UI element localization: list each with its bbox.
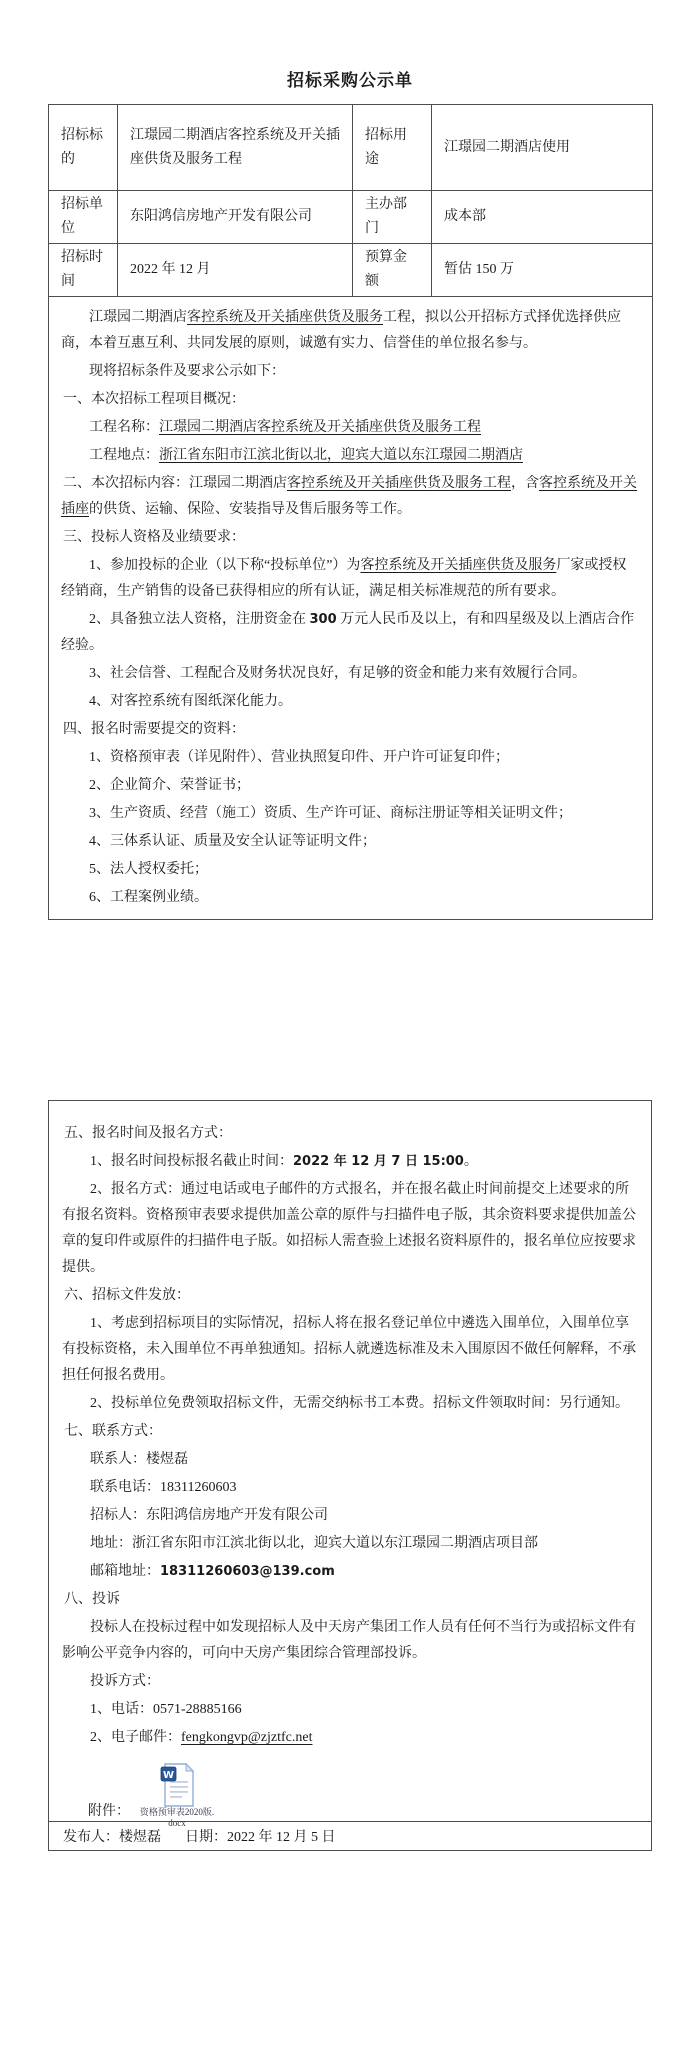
attachment-label: 附件：: [88, 1804, 130, 1819]
text-segment: 2、企业简介、荣誉证书；: [89, 778, 250, 793]
cell-value: 2022 年 12 月: [118, 244, 353, 297]
text-segment: 1、考虑到招标项目的实际情况，招标人将在报名登记单位中遴选入围单位，入围单位享有投标资格，未入围单位不再单独通知。招标人就遴选标准及未入围原因不做任何解释，不承担任何报名费用。: [62, 1316, 636, 1383]
paragraph: [62, 1531, 638, 1557]
text-segment: 4、对客控系统有图纸深化能力。: [89, 694, 292, 709]
text-segment: 投诉方式：: [90, 1674, 160, 1689]
cell-label: 预算金额: [353, 244, 432, 297]
text-segment: 江璟园二期酒店客控系统及开关插座供货及服务工程: [159, 420, 481, 435]
paragraph: [62, 1391, 638, 1417]
text-segment: 浙江省东阳市江滨北街以北，迎宾大道以东江璟园二期酒店: [159, 448, 523, 463]
attached-file[interactable]: [134, 1763, 220, 1829]
attachment-file-name-line2: docx: [168, 1818, 186, 1828]
text-segment: 八、投诉: [64, 1592, 120, 1607]
text-segment: 2、电子邮件：: [90, 1730, 181, 1745]
cell-value: 暂估 150 万: [432, 244, 653, 297]
text-segment: 客控系统及开关插座供货及服务: [187, 310, 383, 325]
text-segment: 江璟园二期酒店: [89, 310, 187, 325]
text-segment: 工程名称：: [89, 420, 159, 435]
text-segment: 四、报名时需要提交的资料：: [63, 722, 245, 737]
paragraph: [61, 745, 640, 771]
paragraph: [62, 1697, 638, 1723]
paragraph: [61, 829, 640, 855]
paragraph: [62, 1447, 638, 1473]
paragraph: [61, 305, 640, 357]
text-segment: 1、参加投标的企业（以下称“投标单位”）为: [89, 558, 361, 573]
paragraph: [61, 443, 640, 469]
text-segment: 六、招标文件发放：: [64, 1288, 190, 1303]
text-segment: 。: [463, 1154, 478, 1169]
publisher: 发布人：楼煜磊: [63, 1830, 161, 1845]
paragraph: [61, 717, 640, 743]
block2-content: [62, 1121, 638, 1751]
text-segment: 现将招标条件及要求公示如下：: [89, 364, 285, 379]
text-segment: 工程地点：: [89, 448, 159, 463]
paragraph: [62, 1419, 638, 1445]
cell-value: 江璟园二期酒店使用: [432, 105, 653, 191]
text-segment: 三、投标人资格及业绩要求：: [63, 530, 245, 545]
cell-label: 招标用途: [353, 105, 432, 191]
text-segment: 万元人民币及以上，有和四星级及以上酒店合作经验。: [61, 612, 635, 653]
paragraph: [61, 359, 640, 385]
table-row: [49, 191, 653, 244]
text-segment: 1、资格预审表（详见附件）、营业执照复印件、开户许可证复印件；: [89, 750, 509, 765]
paragraph: [61, 801, 640, 827]
cell-label: 招标时间: [49, 244, 118, 297]
text-segment: 联系电话：18311260603: [90, 1480, 237, 1495]
table-row: [49, 297, 653, 920]
cell-value: 成本部: [432, 191, 653, 244]
paragraph: [62, 1177, 638, 1281]
text-segment: 4、三体系认证、质量及安全认证等证明文件；: [89, 834, 376, 849]
paragraph: [62, 1475, 638, 1501]
text-segment: 2、具备独立法人资格，注册资金在: [89, 612, 310, 627]
paragraph: [62, 1121, 638, 1147]
paragraph: [62, 1725, 638, 1751]
paragraph: [62, 1149, 638, 1175]
text-segment: 5、法人授权委托；: [89, 862, 208, 877]
svg-text:W: W: [162, 1770, 175, 1781]
text-segment: 客控系统及开关插座供货及服务: [360, 558, 557, 573]
text-segment: 2、投标单位免费领取招标文件，无需交纳标书工本费。招标文件领取时间：另行通知。: [90, 1396, 629, 1411]
attachment-file-name-line1: 资格预审表2020版.: [139, 1807, 215, 1817]
text-segment: 五、报名时间及报名方式：: [64, 1126, 232, 1141]
paragraph: [61, 857, 640, 883]
cell-label: 主办部门: [353, 191, 432, 244]
publish-date: 日期：2022 年 12 月 5 日: [185, 1830, 336, 1845]
text-segment: 联系人：楼煜磊: [90, 1452, 188, 1467]
paragraph: [62, 1669, 638, 1695]
word-doc-icon[interactable]: [160, 1763, 194, 1807]
text-segment: 投标人在投标过程中如发现招标人及中天房产集团工作人员有任何不当行为或招标文件有影响公平竞争内容的，可向中天房产集团综合管理部投诉。: [62, 1620, 636, 1661]
paragraph: [62, 1311, 638, 1389]
page-title: 招标采购公示单: [287, 71, 413, 90]
text-segment: 一、本次招标工程项目概况：: [63, 392, 245, 407]
text-segment: 邮箱地址：: [90, 1564, 160, 1579]
document-page: [0, 66, 700, 2045]
attachment-row: [62, 1763, 638, 1828]
text-segment: 招标人：东阳鸿信房地产开发有限公司: [90, 1508, 328, 1523]
paragraph: [61, 661, 640, 687]
paragraph: [61, 607, 640, 659]
text-segment: 七、联系方式：: [64, 1424, 162, 1439]
info-table: [48, 104, 653, 920]
cell-label: 招标单位: [49, 191, 118, 244]
text-segment: 客控系统及开关插座供货及服务工程: [287, 476, 511, 491]
table-row: [49, 105, 653, 191]
text-segment: 2、报名方式：通过电话或电子邮件的方式报名，并在报名截止时间前提交上述要求的所有报名资料。资格预审表要求提供加盖公章的原件与扫描件电子版，其余资料要求提供加盖公章的复印件或原件的扫描件电子版。如招标人需查验上述报名资料原件的，报名单位应按要求提供。: [62, 1182, 636, 1275]
text-segment: 300: [309, 612, 337, 627]
text-segment: 6、工程案例业绩。: [89, 890, 208, 905]
text-segment: 18311260603@139.com: [160, 1564, 335, 1579]
paragraph: [61, 773, 640, 799]
text-segment: 客控系统及开关插座: [61, 476, 637, 517]
publish-footer: [49, 1821, 651, 1850]
paragraph: [61, 885, 640, 911]
paragraph: [61, 471, 640, 523]
text-segment: 的供货、运输、保险、安装指导及售后服务等工作。: [89, 502, 411, 517]
paragraph: [62, 1283, 638, 1309]
text-segment: 二、本次招标内容：江璟园二期酒店: [63, 476, 287, 491]
text-segment: 3、社会信誉、工程配合及财务状况良好，有足够的资金和能力来有效履行合同。: [89, 666, 586, 681]
paragraph: [61, 415, 640, 441]
text-segment: 1、电话：0571-28885166: [90, 1702, 242, 1717]
text-segment: ，含: [511, 476, 539, 491]
paragraph: [62, 1559, 638, 1585]
block1-content: [61, 305, 640, 911]
paragraph: [61, 553, 640, 605]
text-segment: 工程，拟以公开招标方式择优选择供应商，本着互惠互利、共同发展的原则，诚邀有实力、信誉佳的单位报名参与。: [61, 310, 621, 351]
paragraph: [62, 1503, 638, 1529]
cell-value: 江璟园二期酒店客控系统及开关插座供货及服务工程: [118, 105, 353, 191]
text-segment: 2022 年 12 月 7 日 15:00: [293, 1154, 464, 1169]
table-row: [49, 244, 653, 297]
text-segment: 厂家或授权经销商，生产销售的设备已获得相应的所有认证，满足相关标准规范的所有要求。: [61, 558, 627, 599]
paragraph: [62, 1615, 638, 1667]
second-page-box: [48, 1100, 652, 1851]
text-segment: 3、生产资质、经营（施工）资质、生产许可证、商标注册证等相关证明文件；: [89, 806, 572, 821]
paragraph: [61, 525, 640, 551]
paragraph: [62, 1587, 638, 1613]
cell-label: 招标标的: [49, 105, 118, 191]
email-link[interactable]: fengkongvp@zjztfc.net: [181, 1730, 313, 1745]
paragraph: [61, 387, 640, 413]
cell-value: 东阳鸿信房地产开发有限公司: [118, 191, 353, 244]
paragraph: [61, 689, 640, 715]
text-segment: 地址：浙江省东阳市江滨北街以北，迎宾大道以东江璟园二期酒店项目部: [90, 1536, 538, 1551]
text-segment: 1、报名时间投标报名截止时间：: [90, 1154, 293, 1169]
